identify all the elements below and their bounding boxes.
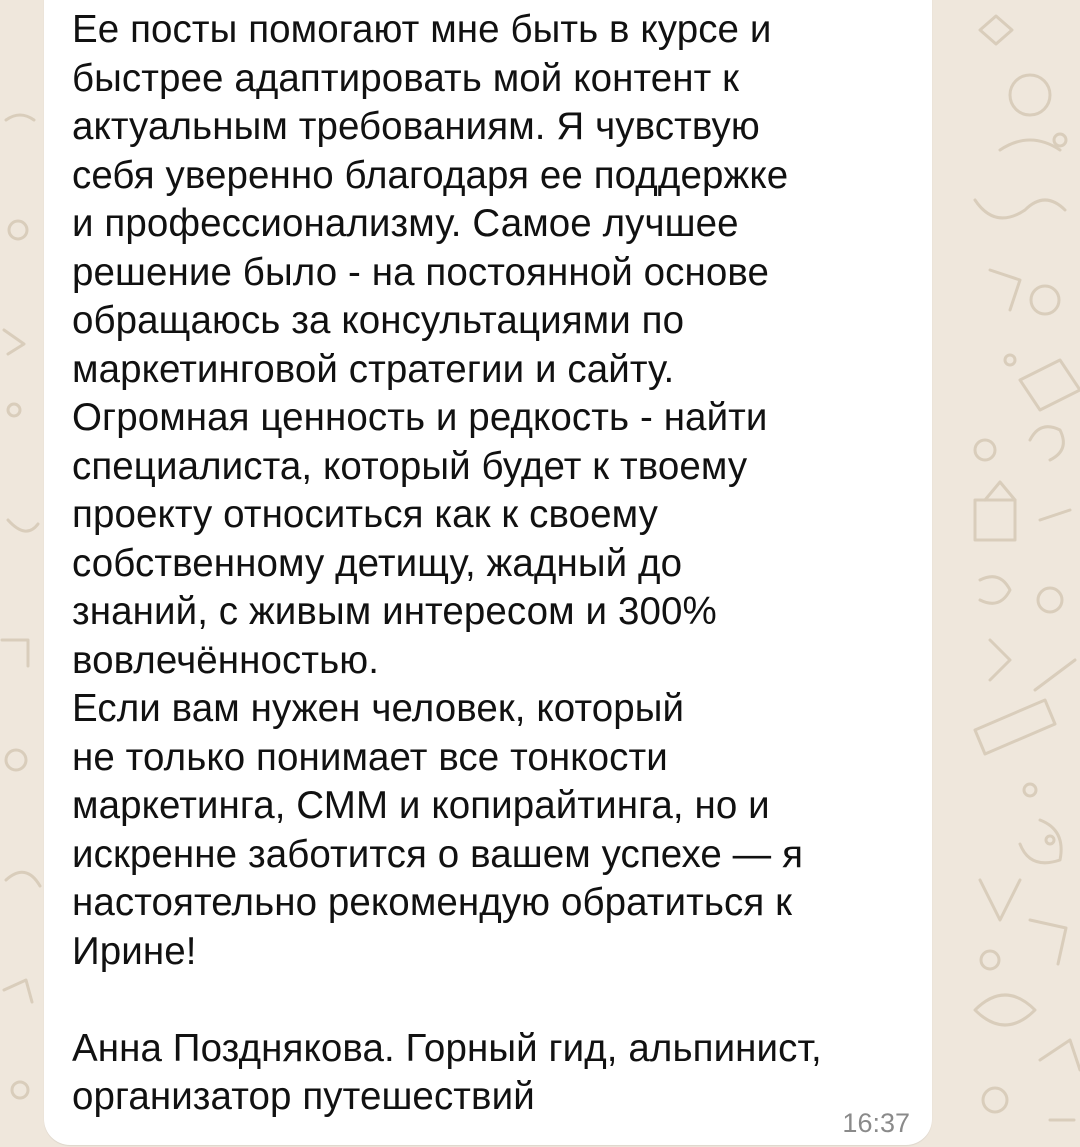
message-line: обращаюсь за консультациями по [72,299,685,342]
message-line: решение было - на постоянной основе [72,250,769,294]
message-line: маркетинга, СММ и копирайтинга, но и [72,784,770,827]
message-line: маркетинговой стратегии и сайту. [72,347,675,391]
message-line: Ее посты помогают мне быть в курсе и [72,8,772,51]
message-line: Огромная ценность и редкость - найти [72,396,768,439]
message-line: настоятельно рекомендую обратиться к [72,881,793,924]
message-line: быстрее адаптировать мой контент к [72,56,740,100]
message-line: проекту относиться как к своему [72,493,659,536]
message-timestamp: 16:37 [842,1108,910,1138]
message-line: себя уверенно благодаря ее поддержке [72,153,789,197]
paragraph-gap [72,976,902,1025]
message-line: и профессионализму. Самое лучшее [72,202,739,245]
message-line: актуальным требованиям. Я чувствую [72,105,760,148]
message-line: не только понимает все тонкости [72,735,668,779]
signature-line: организатор путешествий [72,1075,535,1118]
signature-line: Анна Позднякова. Горный гид, альпинист, [72,1026,822,1070]
message-line: Ирине! [72,929,197,973]
message-line: собственному детищу, жадный до [72,541,683,585]
message-text [72,6,902,1122]
message-line: специалиста, который будет к твоему [72,444,748,488]
message-line: знаний, с живым интересом и 300% [72,590,717,633]
message-line: вовлечённостью. [72,638,380,682]
message-line: искренне заботится о вашем успехе — я [72,832,804,876]
message-line: Если вам нужен человек, который [72,687,685,730]
